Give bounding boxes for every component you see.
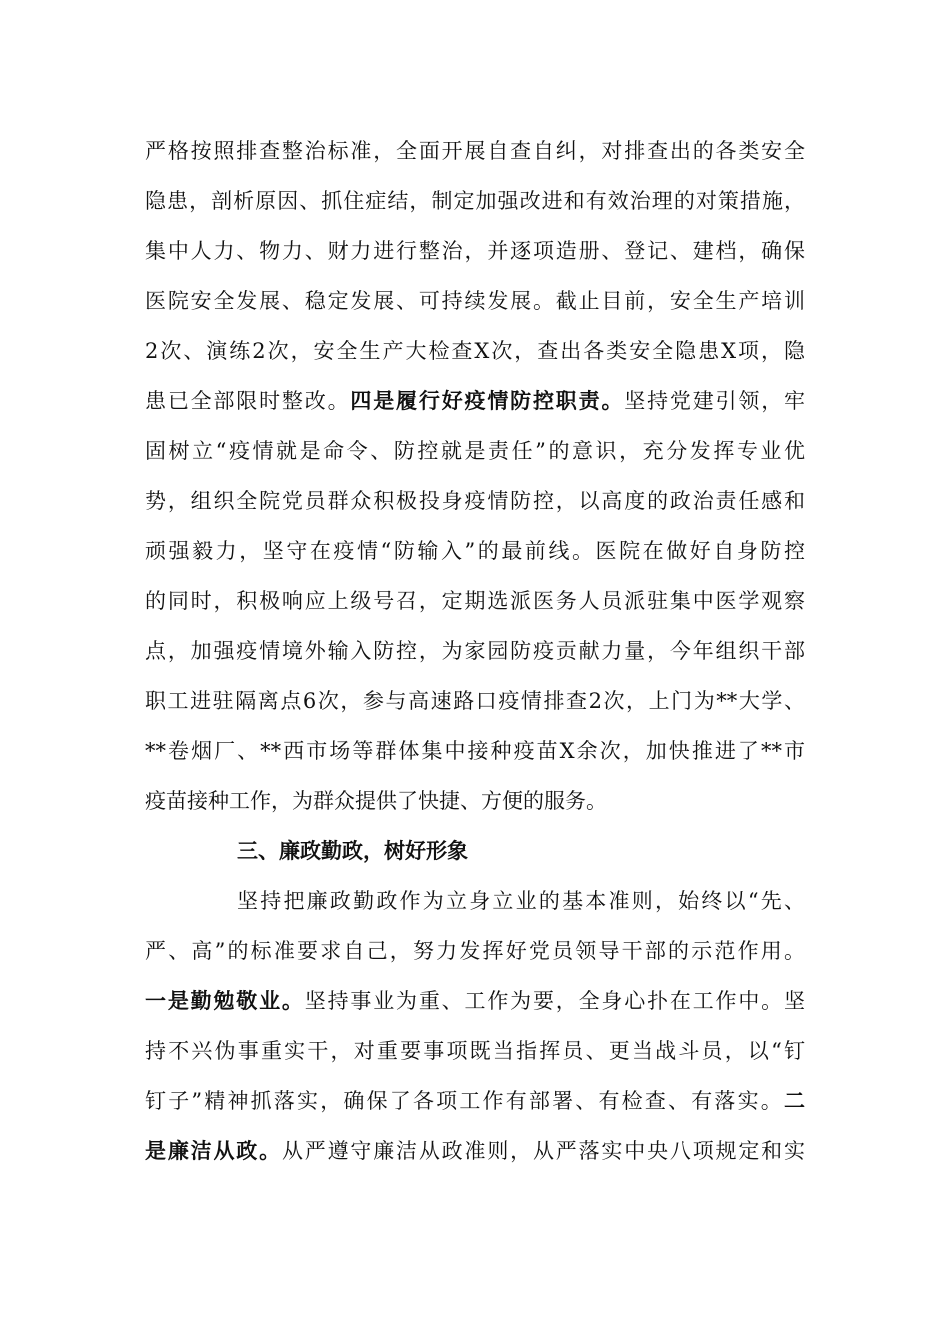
- paragraph-line: 坚持把廉政勤政作为立身立业的基本准则，始终以“先、: [237, 889, 805, 913]
- paragraph-line: 2次、演练2次，安全生产大检查X次，查出各类安全隐患X项，隐: [145, 339, 805, 363]
- bold-lead-phrase: 二: [784, 1088, 805, 1113]
- paragraph-line: 持不兴伪事重实干，对重要事项既当指挥员、更当战斗员，以“钉: [145, 1039, 805, 1063]
- bold-lead-phrase: 一是勤勉敬业。: [145, 988, 305, 1013]
- text-run: 钉子”精神抓落实，确保了各项工作有部署、有检查、有落实。: [145, 1089, 784, 1113]
- paragraph-line: 职工进驻隔离点6次，参与高速路口疫情排查2次，上门为**大学、: [145, 689, 805, 713]
- paragraph-line: 的同时，积极响应上级号召，定期选派医务人员派驻集中医学观察: [145, 589, 805, 613]
- text-run: 坚持事业为重、工作为要，全身心扑在工作中。坚: [304, 989, 805, 1013]
- paragraph-line: [145, 1081, 805, 1121]
- paragraph-line: 集中人力、物力、财力进行整治，并逐项造册、登记、建档，确保: [145, 239, 805, 263]
- section-heading: 三、廉政勤政，树好形象: [237, 838, 468, 863]
- bold-lead-phrase: 是廉洁从政。: [145, 1138, 282, 1163]
- paragraph-line: 顽强毅力，坚守在疫情“防输入”的最前线。医院在做好自身防控: [145, 539, 805, 563]
- paragraph-line: 点，加强疫情境外输入防控，为家园防疫贡献力量，今年组织干部: [145, 639, 805, 663]
- paragraph-line: 隐患，剖析原因、抓住症结，制定加强改进和有效治理的对策措施，: [145, 189, 805, 213]
- paragraph-line: 势，组织全院党员群众积极投身疫情防控，以高度的政治责任感和: [145, 489, 805, 513]
- bold-lead-phrase: 四是履行好疫情防控职责。: [350, 388, 625, 413]
- text-run: 从严遵守廉洁从政准则，从严落实中央八项规定和实: [281, 1139, 806, 1163]
- paragraph-line: **卷烟厂、**西市场等群体集中接种疫苗X余次，加快推进了**市: [145, 739, 805, 763]
- text-run: 患已全部限时整改。: [145, 389, 351, 413]
- text-run: 坚持党建引领，牢: [624, 389, 806, 413]
- paragraph-line: 严格按照排查整治标准，全面开展自查自纠，对排查出的各类安全: [145, 139, 805, 163]
- paragraph-line: [145, 381, 805, 421]
- paragraph-line: 疫苗接种工作，为群众提供了快捷、方便的服务。: [145, 789, 607, 813]
- paragraph-line: 医院安全发展、稳定发展、可持续发展。截止目前，安全生产培训: [145, 289, 805, 313]
- paragraph-line: 固树立“疫情就是命令、防控就是责任”的意识，充分发挥专业优: [145, 439, 805, 463]
- paragraph-line: 严、高”的标准要求自己，努力发挥好党员领导干部的示范作用。: [145, 939, 805, 963]
- paragraph-line: [145, 981, 805, 1021]
- paragraph-line: [145, 1131, 805, 1171]
